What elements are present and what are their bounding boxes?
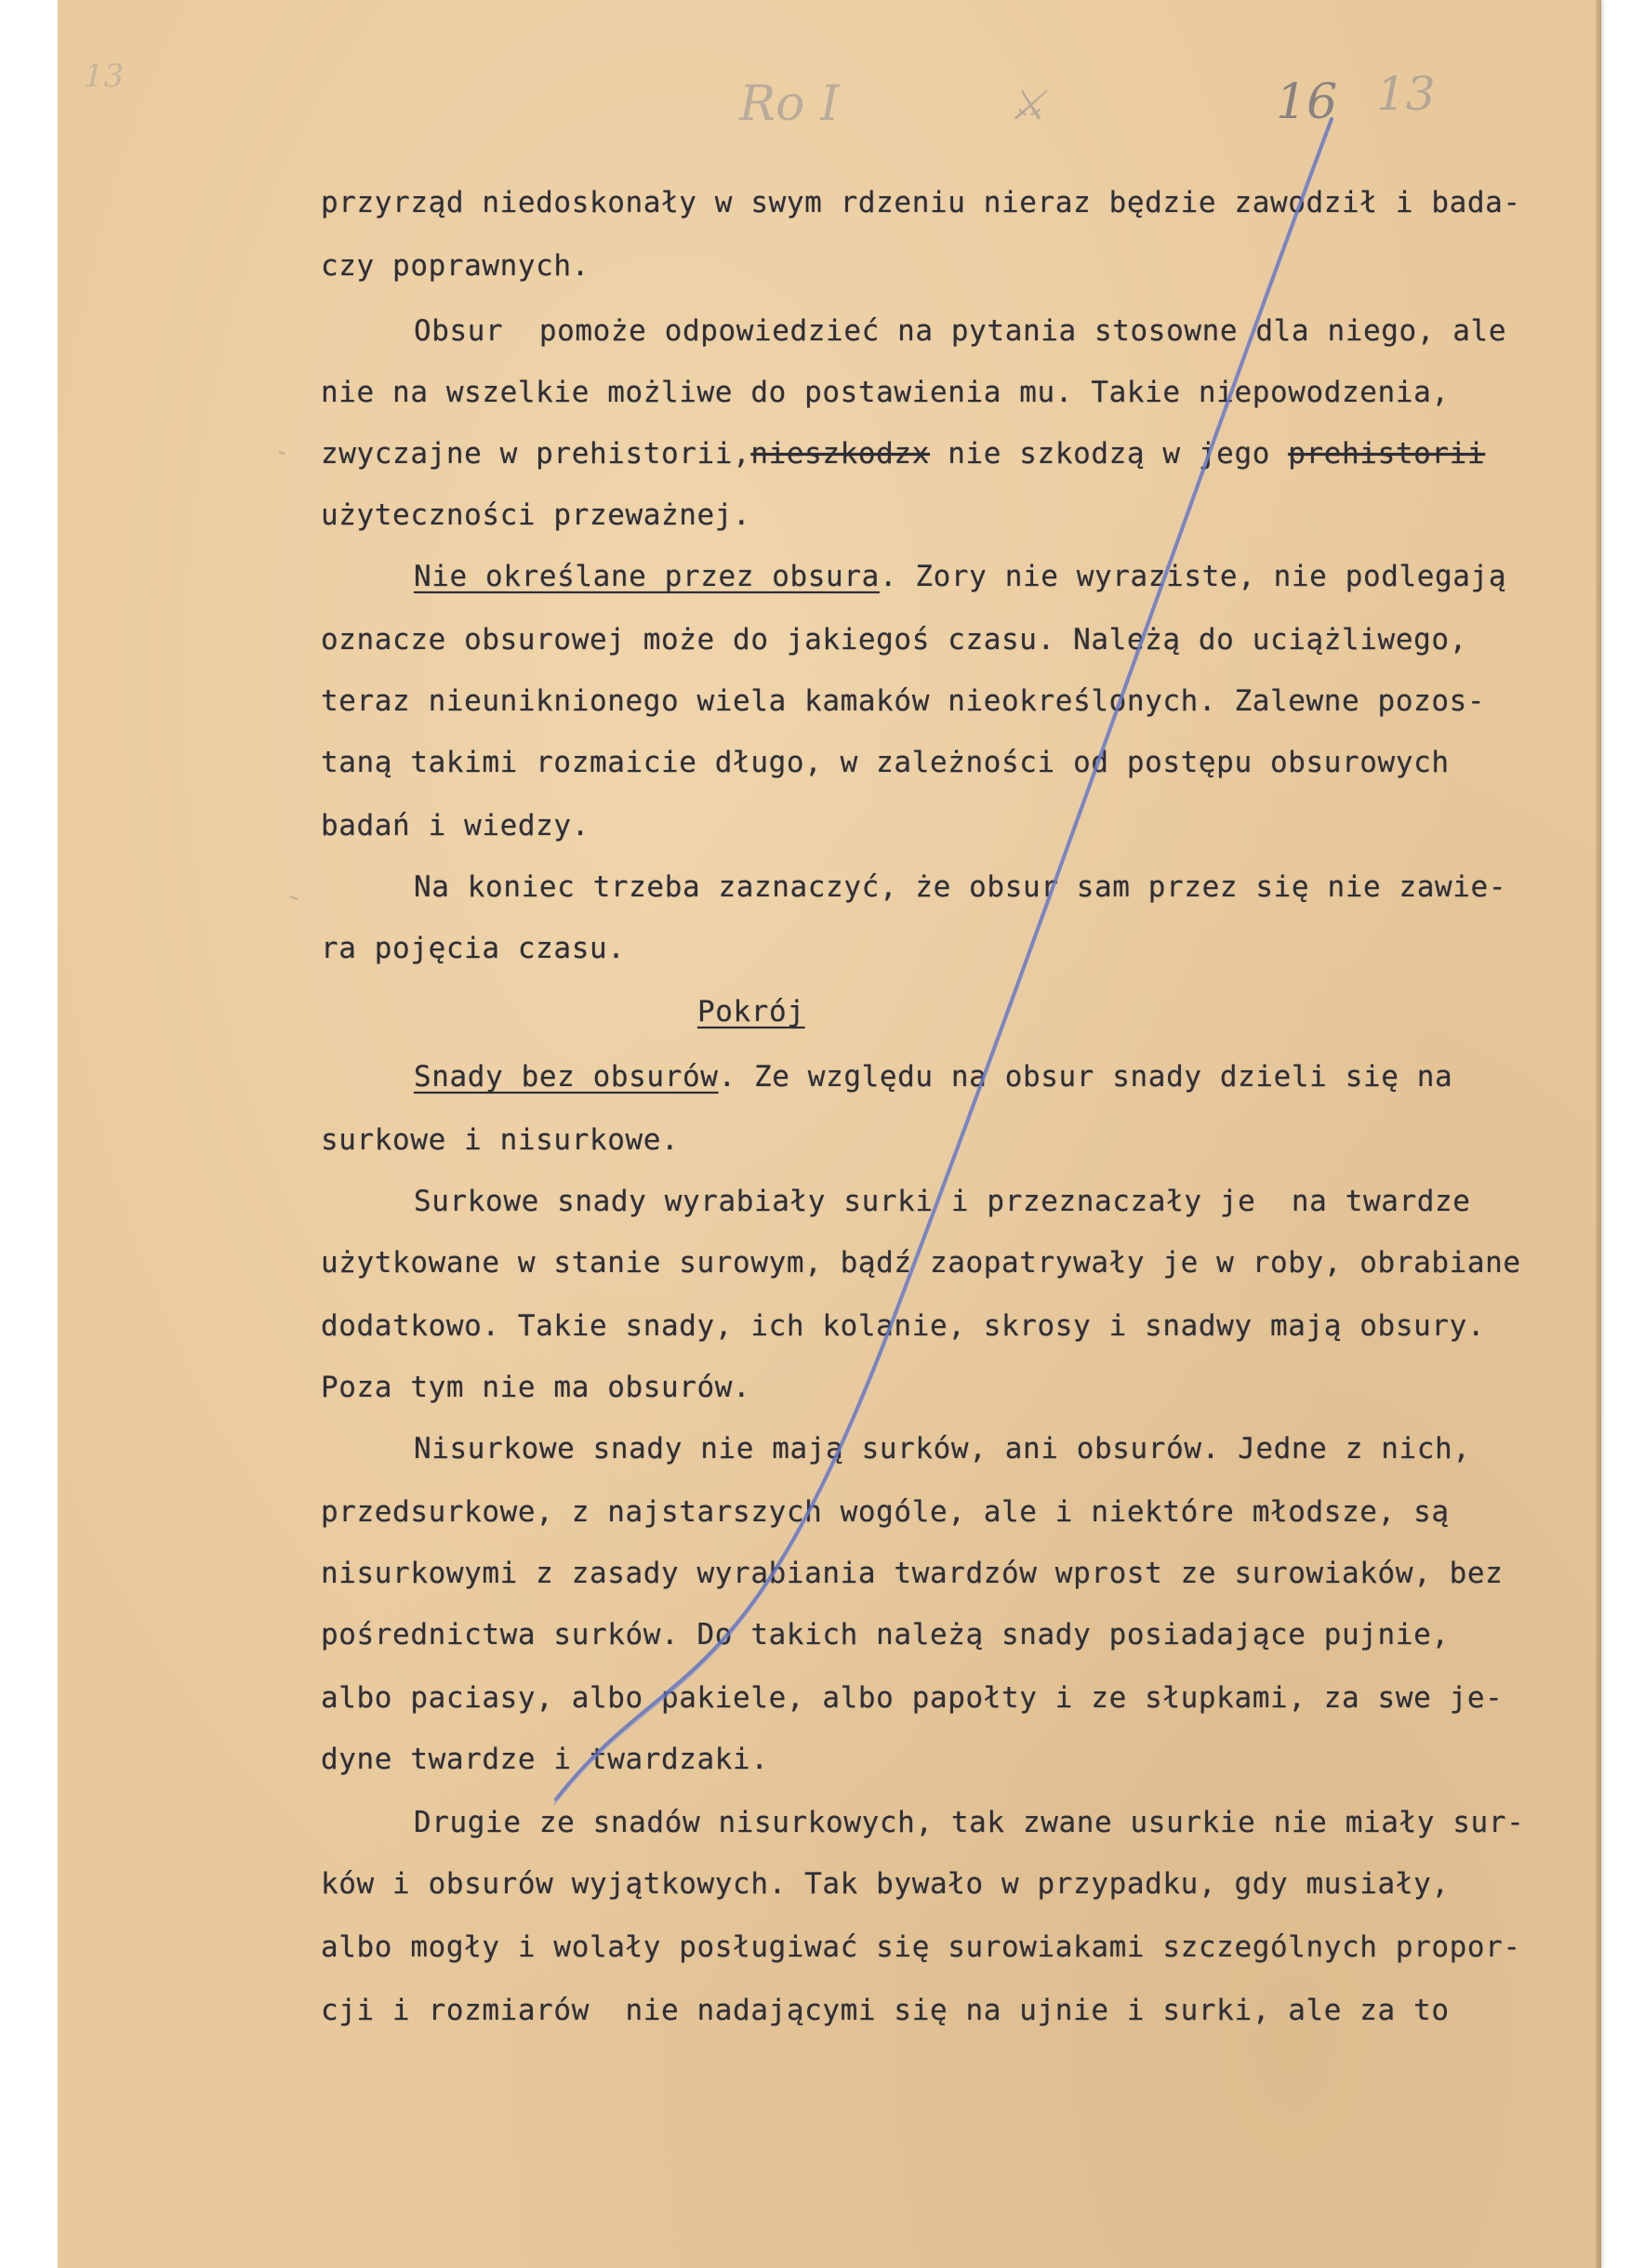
line-text: cji i rozmiarów nie nadającymi się na ujnie i surki, ale za to: [321, 1994, 1450, 2027]
line-text: nie na wszelkie możliwe do postawienia mu. Takie niepowodzenia,: [321, 376, 1450, 409]
underlined-text: Nie określane przez obsura: [414, 560, 880, 593]
line-text: Surkowe snady wyrabiały surki i przeznaczały je na twardze: [414, 1185, 1471, 1218]
typed-line: [414, 1806, 1524, 1839]
line-text: użytkowane w stanie surowym, bądź zaopatrywały je w roby, obrabiane: [321, 1246, 1521, 1280]
old-page-number-pencil: 13: [1376, 67, 1436, 121]
line-text: dyne twardze i twardzaki.: [321, 1743, 769, 1776]
typed-line: [321, 249, 590, 283]
typed-line: [321, 376, 1450, 409]
line-text: Nisurkowe snady nie mają surków, ani obsurów. Jedne z nich,: [414, 1432, 1471, 1466]
line-text: Na koniec trzeba zaznaczyć, że obsur sam przez się nie zawie-: [414, 870, 1507, 904]
typed-line: [414, 1432, 1471, 1466]
typed-line: [414, 560, 1506, 593]
typed-line: [321, 1867, 1450, 1901]
line-text: Poza tym nie ma obsurów.: [321, 1371, 751, 1404]
struck-out-text: prehistorii: [1288, 437, 1486, 471]
typed-line: [321, 1994, 1450, 2027]
line-text: taną takimi rozmaicie długo, w zależności od postępu obsurowych: [321, 746, 1450, 779]
typed-line: [321, 498, 750, 532]
line-text: ra pojęcia czasu.: [321, 932, 626, 965]
line-text: czy poprawnych.: [321, 249, 590, 283]
line-text: przedsurkowe, z najstarszych wogóle, ale i niektóre młodsze, są: [321, 1495, 1450, 1529]
typed-line: [321, 1123, 679, 1157]
line-text: albo paciasy, albo pakiele, albo papołty i ze słupkami, za swe je-: [321, 1681, 1504, 1715]
typed-line: [414, 314, 1506, 348]
typed-line: [321, 1743, 769, 1776]
signature-pencil-note: Ro I: [739, 76, 840, 132]
line-text: . Ze względu na obsur snady dzieli się na: [718, 1060, 1453, 1094]
line-text: oznacze obsurowej może do jakiegoś czasu. Należą do uciążliwego,: [321, 623, 1467, 657]
line-text: . Zory nie wyraziste, nie podlegają: [879, 560, 1507, 593]
typed-line: [414, 1060, 1452, 1094]
line-text: dodatkowo. Takie snady, ich kolanie, skrosy i snadwy mają obsury.: [321, 1309, 1486, 1343]
typed-line: [697, 995, 805, 1028]
line-text: ków i obsurów wyjątkowych. Tak bywało w przypadku, gdy musiały,: [321, 1867, 1450, 1901]
typed-line: [414, 1185, 1471, 1218]
typed-line: [321, 746, 1450, 779]
typed-line: [321, 437, 1485, 471]
underlined-text: Snady bez obsurów: [414, 1060, 719, 1094]
line-text: zwyczajne w prehistorii,: [321, 437, 751, 471]
typed-line: [321, 186, 1521, 219]
cross-pencil-mark: ⚔: [1009, 82, 1046, 129]
typed-line: [321, 623, 1467, 657]
page-edge: [1596, 0, 1601, 2268]
struck-out-text: nieszkodzx: [750, 437, 930, 471]
typed-line: [321, 1618, 1450, 1651]
line-text: albo mogły i wolały posługiwać się surowiakami szczególnych propor-: [321, 1930, 1521, 1964]
typed-line: [321, 1246, 1521, 1280]
line-text: nisurkowymi z zasady wyrabiania twardzów wprost ze surowiaków, bez: [321, 1557, 1504, 1590]
line-text: teraz nieuniknionego wiela kamaków nieokreślonych. Zalewne pozos-: [321, 684, 1486, 718]
line-text: badań i wiedzy.: [321, 809, 590, 842]
typed-line: [321, 1371, 750, 1404]
typed-line: [414, 870, 1506, 904]
typed-line: [321, 684, 1485, 718]
line-text: Obsur pomoże odpowiedzieć na pytania stosowne dla niego, ale: [414, 314, 1507, 348]
typed-line: [321, 1681, 1503, 1715]
line-text: Drugie ze snadów nisurkowych, tak zwane usurkie nie miały sur-: [414, 1806, 1525, 1839]
typed-line: [321, 1495, 1450, 1529]
typed-line: [321, 809, 590, 842]
line-text: przyrząd niedoskonały w swym rdzeniu nieraz będzie zawodził i bada-: [321, 186, 1521, 219]
folio-pencil-note: 13: [84, 58, 125, 95]
line-text: użyteczności przeważnej.: [321, 498, 751, 532]
typed-line: [321, 932, 625, 965]
page-number-pencil: 16: [1276, 74, 1338, 130]
typed-line: [321, 1309, 1485, 1343]
line-text: nie szkodzą w jego: [929, 437, 1289, 471]
line-text: surkowe i nisurkowe.: [321, 1123, 680, 1157]
line-text: pośrednictwa surków. Do takich należą snady posiadające pujnie,: [321, 1618, 1450, 1651]
typed-line: [321, 1557, 1503, 1590]
typed-line: [321, 1930, 1521, 1964]
underlined-text: Pokrój: [697, 995, 805, 1028]
